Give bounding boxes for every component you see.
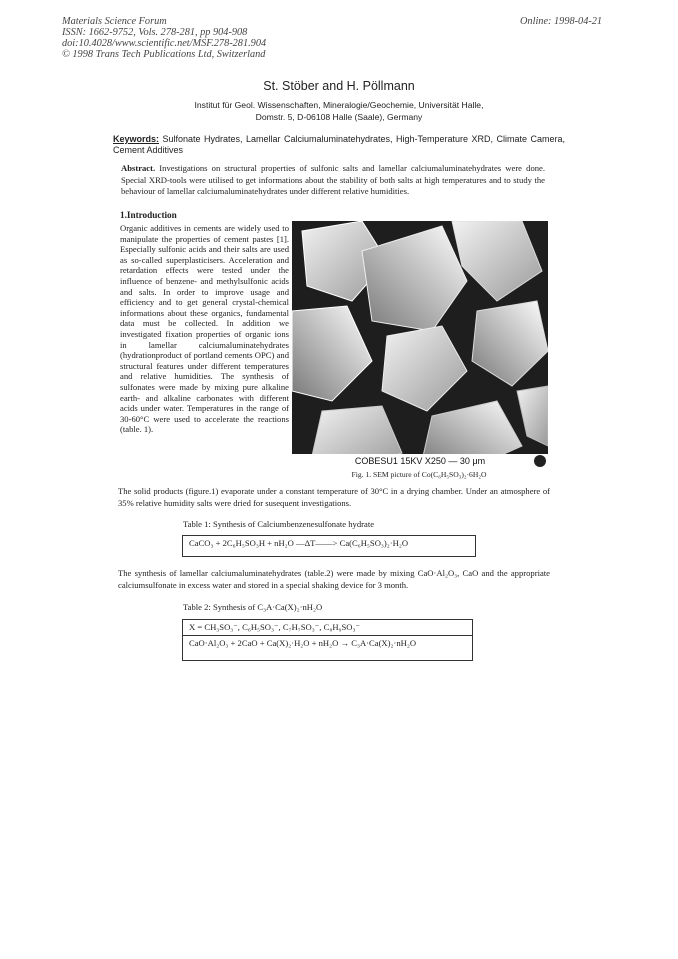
issn: ISSN: 1662-9752, Vols. 278-281, pp 904-908 [62,27,248,38]
intro-column-text: Organic additives in cements are widely used to manipulate the properties of cement pastes [1]. Especially sulfonic acids and their salts are used as so-called superplasticisers. Acceleration and retardation effects were tested under the influence of benzene- and methylsulfonic acids and salts. In order to improve usage and efficiency and to get general crystal-chemical informations about these organics, fundamental data must be collected. In addition we investigated fixation properties of organic ions in lamellar calciumaluminatehydrates (hydrationproduct of portland cements OPC) and structural features under different temperatures and relative humidities. The synthesis of sulfonates were made by mixing pure alkaline earth- and alkaline carbonates with different acids under water. Temperatures in the range of 30-60°C were used to accelerate the reactions (table. 1). [120,223,289,435]
table2-caption: Table 2: Synthesis of C₃A·Ca(X)₂·nH₂O [183,602,323,612]
figure-caption: Fig. 1. SEM picture of Co(C₆H₅SO₃)₂·6H₂O [351,470,487,479]
sem-figure [292,221,548,468]
abstract-label: Abstract. [121,163,156,173]
table2-row-1: X = CH₃SO₃⁻, C₆H₅SO₃⁻, C₇H₇SO₃⁻, C₈H₉SO₃⁻ [183,620,472,636]
section-heading-introduction: 1.Introduction [120,210,177,220]
table1-caption: Table 1: Synthesis of Calciumbenzenesulfonate hydrate [183,519,375,529]
affiliation-line-1: Institut für Geol. Wissenschaften, Mineralogie/Geochemie, Universität Halle, [194,100,484,110]
copyright: © 1998 Trans Tech Publications Ltd, Switzerland [62,49,266,60]
table2 [182,619,473,661]
abstract [121,163,545,198]
table1-row: CaCO₃ + 2C₆H₅SO₃H + nH₂O —ΔT——> Ca(C₆H₅SO₃)₂·H₂O [189,538,409,548]
intro-full-text: The solid products (figure.1) evaporate under a constant temperature of 30°C in a drying chamber. Under an atmosphere of 35% relative humidity salts were dried for susequent investigations. [118,486,550,508]
keywords [113,134,565,156]
keywords-label: Keywords: [113,134,160,144]
journal-header [62,16,266,60]
synthesis-text: The synthesis of lamellar calciumaluminatehydrates (table.2) were made by mixing CaO·Al₂O₃, CaO and the appropriate calciumsulfonate in excess water and stored in a special shaking device for 3 month. [118,568,550,590]
doi: doi:10.4028/www.scientific.net/MSF.278-281.904 [62,38,267,49]
paper-authors: St. Stöber and H. Pöllmann [263,79,415,93]
table2-row-2: CaO·Al₂O₃ + 2CaO + Ca(X)₂·H₂O + nH₂O → C₃A·Ca(X)₂·nH₂O [189,638,417,648]
table1 [182,535,476,557]
abstract-text: Investigations on structural properties of sulfonic salts and lamellar calciumaluminatehydrates were done. Special XRD-tools were utilised to get informations about the stability of both salts at high temperatures and to study the behaviour of lamellar calciumaluminatehydrates under different relative humidities. [121,163,545,196]
keywords-text: Sulfonate Hydrates, Lamellar Calciumaluminatehydrates, High-Temperature XRD, Climate Camera, Cement Additives [113,134,565,155]
sem-scale-label: COBESU1 15KV X250 — 30 μm [354,456,486,466]
sem-image [292,221,548,468]
online-date: Online: 1998-04-21 [520,16,603,27]
affiliation-line-2: Domstr. 5, D-06108 Halle (Saale), Germany [255,112,423,122]
journal-name: Materials Science Forum [62,16,167,27]
